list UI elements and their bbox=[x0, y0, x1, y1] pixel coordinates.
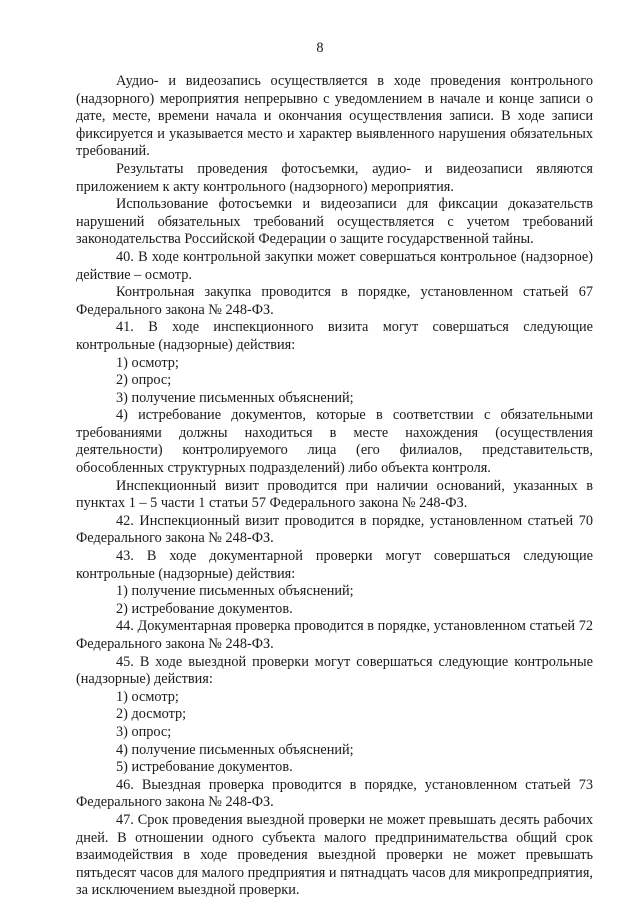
paragraph-item-43: 43. В ходе документарной проверки могут совершаться следующие контрольные (надзорные) действия: bbox=[76, 548, 593, 582]
paragraph-item-42: 42. Инспекционный визит проводится в порядке, установленном статьей 70 Федерального закона № 248-ФЗ. bbox=[76, 512, 593, 547]
list-item-41-1: 1) осмотр; bbox=[116, 354, 179, 371]
paragraph-item-46: 46. Выездная проверка проводится в порядке, установленном статьей 73 Федерального закона № 248-ФЗ. bbox=[76, 776, 593, 811]
document-body bbox=[76, 73, 593, 900]
list-item-45-2: 2) досмотр; bbox=[116, 706, 187, 723]
list-item-41-2: 2) опрос; bbox=[116, 372, 172, 389]
list-item-45-5: 5) истребование документов. bbox=[116, 759, 293, 776]
list-item-41-4: 4) истребование документов, которые в соответствии с обязательными требованиями должны находиться в месте нахождения (осуществления деятельности) контролируемого лица (его филиалов, представительств, обособленных структурных подразделений) либо объекта контроля. bbox=[76, 407, 593, 477]
list-item-41-3: 3) получение письменных объяснений; bbox=[116, 389, 354, 406]
list-item-43-1: 1) получение письменных объяснений; bbox=[116, 583, 354, 600]
paragraph-item-47: 47. Срок проведения выездной проверки не может превышать десять рабочих дней. В отношении одного субъекта малого предпринимательства общий срок взаимодействия в ходе проведения выездной проверки не может превышать пятьдесят часов для малого предприятия и пятнадцать часов для микропредприятия, за исключением выездной проверки. bbox=[76, 811, 593, 899]
paragraph-control-purchase-procedure: Контрольная закупка проводится в порядке, установленном статьей 67 Федерального закона № 248-ФЗ. bbox=[76, 284, 593, 318]
list-item-45-4: 4) получение письменных объяснений; bbox=[116, 741, 354, 758]
paragraph-inspection-visit-grounds: Инспекционный визит проводится при наличии оснований, указанных в пунктах 1 – 5 части 1 статьи 57 Федерального закона № 248-ФЗ. bbox=[76, 477, 593, 512]
list-item-43-2: 2) истребование документов. bbox=[116, 600, 293, 617]
paragraph-audio-video-recording: Аудио- и видеозапись осуществляется в ходе проведения контрольного (надзорного) мероприятия непрерывно с уведомлением в начале и конце записи о дате, месте, времени начала и окончания осуществления записи. В ходе записи фиксируется и указывается место и характер выявленного нарушения обязательных требований. bbox=[76, 73, 593, 160]
page-number: 8 bbox=[316, 40, 324, 56]
paragraph-item-45: 45. В ходе выездной проверки могут совершаться следующие контрольные (надзорные) действия: bbox=[76, 653, 593, 688]
paragraph-photo-video-usage: Использование фотосъемки и видеозаписи для фиксации доказательств нарушений обязательных требований осуществляется с учетом требований законодательства Российской Федерации о защите государственной тайны. bbox=[76, 196, 593, 248]
list-item-45-1: 1) осмотр; bbox=[116, 688, 179, 705]
paragraph-item-41: 41. В ходе инспекционного визита могут совершаться следующие контрольные (надзорные) действия: bbox=[76, 319, 593, 353]
paragraph-recording-results: Результаты проведения фотосъемки, аудио- и видеозаписи являются приложением к акту контрольного (надзорного) мероприятия. bbox=[76, 160, 593, 195]
list-item-45-3: 3) опрос; bbox=[116, 723, 172, 740]
paragraph-item-44: 44. Документарная проверка проводится в порядке, установленном статьей 72 Федерального закона № 248-ФЗ. bbox=[76, 618, 593, 652]
paragraph-item-40: 40. В ходе контрольной закупки может совершаться контрольное (надзорное) действие – осмотр. bbox=[76, 248, 593, 283]
